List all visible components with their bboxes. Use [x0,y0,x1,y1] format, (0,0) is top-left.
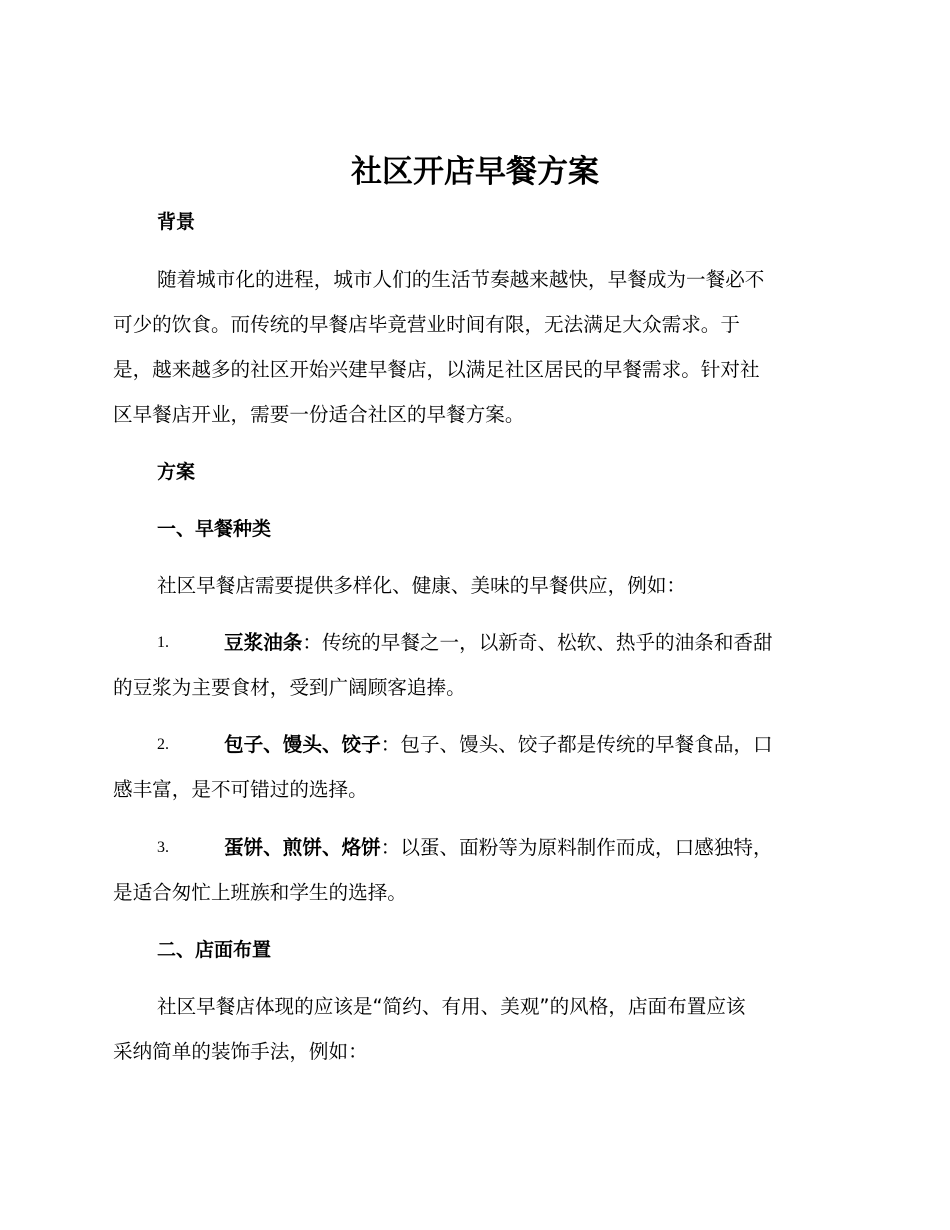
list-text-continued: 感丰富，是不可错过的选择。 [113,778,368,801]
list-term: 蛋饼、煎饼、烙饼 [224,836,381,859]
list-term: 包子、馒头、饺子 [224,733,381,756]
list-item [113,722,831,812]
list-term: 豆浆油条 [224,631,303,654]
layout-paragraph [113,984,831,1074]
paragraph-line: 社区早餐店体现的应该是“简约、有用、美观”的风格，店面布置应该 [157,995,746,1018]
section-heading-plan: 方案 [157,461,196,483]
document-title: 社区开店早餐方案 [351,154,599,190]
list-item [113,825,831,915]
section-heading-layout: 二、店面布置 [157,939,272,961]
list-text: ：以蛋、面粉等为原料制作而成，口感独特， [380,836,773,859]
list-number: 1. [157,634,169,651]
paragraph-line: 随着城市化的进程，城市人们的生活节奏越来越快，早餐成为一餐必不 [157,268,765,291]
paragraph-line: 可少的饮食。而传统的早餐店毕竟营业时间有限，无法满足大众需求。于 [113,313,740,336]
paragraph-line: 区早餐店开业，需要一份适合社区的早餐方案。 [113,403,525,426]
section-heading-types: 一、早餐种类 [157,518,272,540]
list-number: 3. [157,839,169,856]
section-heading-background: 背景 [157,211,196,233]
paragraph-line: 社区早餐店需要提供多样化、健康、美味的早餐供应，例如： [157,574,687,597]
list-text: ：包子、馒头、饺子都是传统的早餐食品，口 [380,733,773,756]
paragraph-line: 是，越来越多的社区开始兴建早餐店，以满足社区居民的早餐需求。针对社 [113,358,760,381]
background-paragraph [113,257,831,437]
list-number: 2. [157,736,169,753]
paragraph-line: 采纳简单的装饰手法，例如： [113,1040,368,1063]
list-item [113,620,831,710]
list-text-continued: 的豆浆为主要食材，受到广阔顾客追捧。 [113,676,466,699]
types-intro-paragraph [113,563,831,608]
list-text-continued: 是适合匆忙上班族和学生的选择。 [113,881,407,904]
list-text: ：传统的早餐之一，以新奇、松软、热乎的油条和香甜 [302,631,773,654]
